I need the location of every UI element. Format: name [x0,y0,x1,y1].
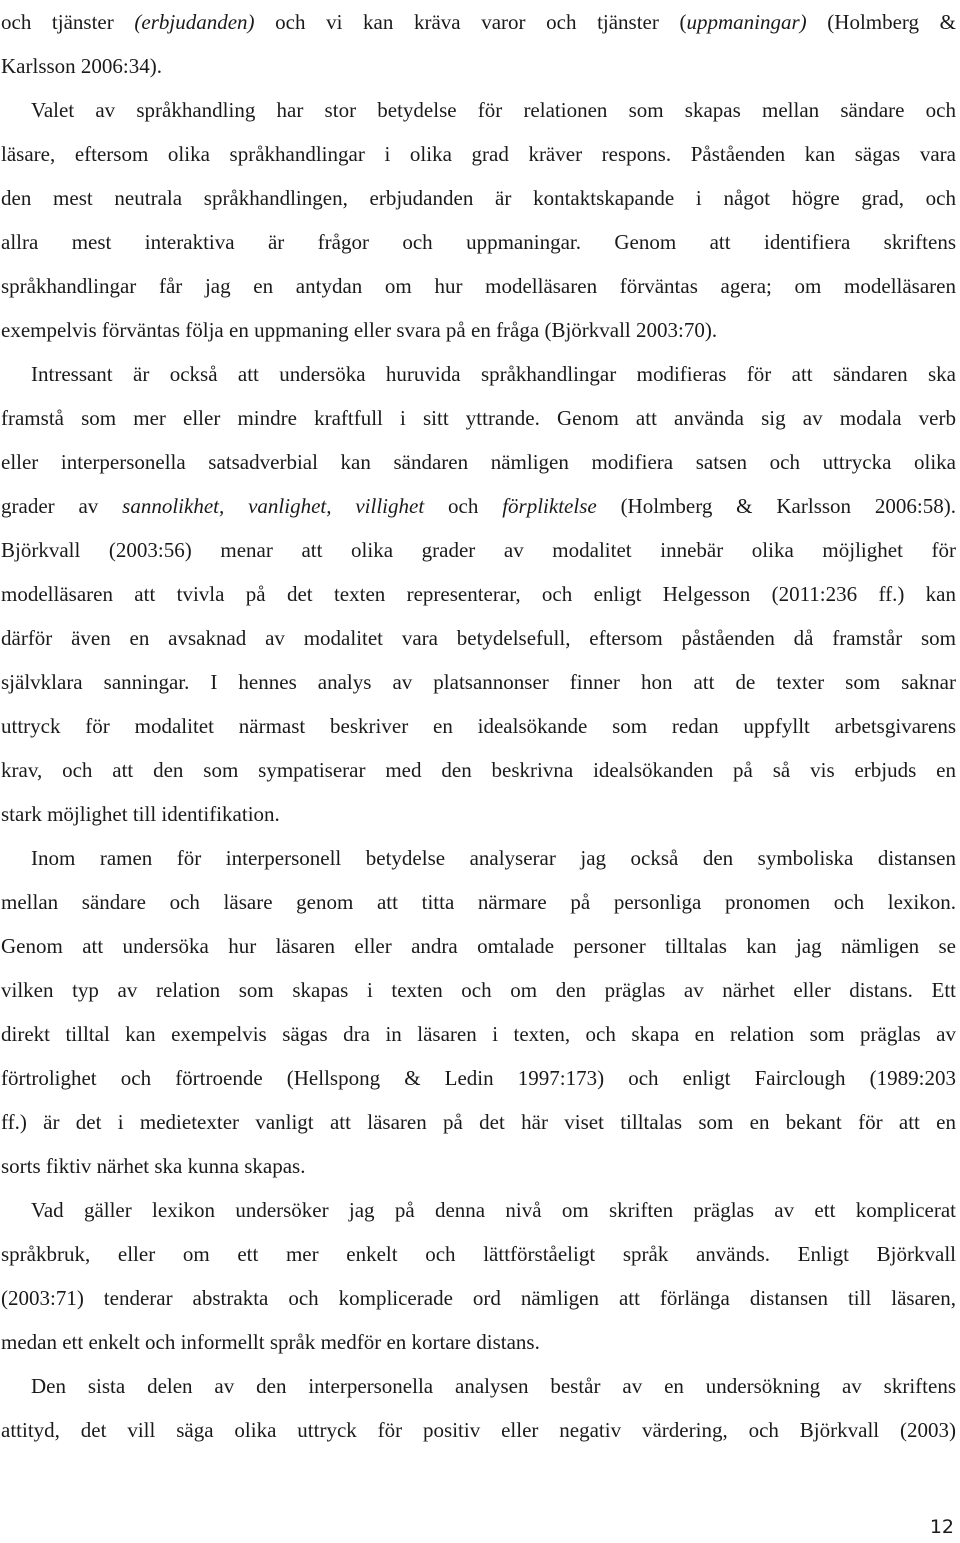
text-line [1,660,956,704]
text-segment: vilken typ av relation som skapas i texten och om den präglas av närhet eller distans. Ett [1,978,956,1002]
text-segment: framstå som mer eller mindre kraftfull i sitt yttrande. Genom att använda sig av modala verb [1,406,956,430]
text-segment: eller interpersonella satsadverbial kan sändaren nämligen modifiera satsen och uttrycka olika [1,450,956,474]
text-segment: Genom att undersöka hur läsaren eller andra omtalade personer tilltalas kan jag nämligen se [1,934,956,958]
text-segment: stark möjlighet till identifikation. [1,802,280,826]
text-segment: förtrolighet och förtroende (Hellspong & Ledin 1997:173) och enligt Fairclough (1989:203 [1,1066,956,1090]
text-segment: Karlsson 2006:34). [1,54,162,78]
text-line [1,1276,956,1320]
text-segment: (Holmberg & Karlsson 2006:58). [596,494,956,518]
text-segment: läsare, eftersom olika språkhandlingar i olika grad kräver respons. Påståenden kan sägas vara [1,142,956,166]
text-line [1,484,956,528]
text-line [1,1188,956,1232]
text-segment: sorts fiktiv närhet ska kunna skapas. [1,1154,306,1178]
text-line [1,1408,956,1452]
text-segment: och vi kan kräva varor och tjänster ( [254,10,687,34]
text-line [1,748,956,792]
text-segment: språkbruk, eller om ett mer enkelt och lättförståeligt språk används. Enligt Björkvall [1,1242,956,1266]
text-segment: och tjänster [1,10,135,34]
text-segment: självklara sanningar. I hennes analys av platsannonser finner hon att de texter som saknar [1,670,956,694]
text-segment: och [424,494,503,518]
text-line [1,1056,956,1100]
text-segment: språkhandlingar får jag en antydan om hur modelläsaren förväntas agera; om modelläsaren [1,274,956,298]
text-line [1,220,956,264]
text-line [1,44,956,88]
text-line [1,0,956,44]
text-line [1,1320,956,1364]
text-line [1,440,956,484]
text-line [1,836,956,880]
text-line [1,968,956,1012]
italic-term: (erbjudanden) [134,10,255,34]
text-segment: allra mest interaktiva är frågor och uppmaningar. Genom att identifiera skriftens [1,230,956,254]
text-line [1,1100,956,1144]
text-segment: grader av [1,494,123,518]
text-line [1,572,956,616]
text-line [1,88,956,132]
text-segment: Vad gäller lexikon undersöker jag på denna nivå om skriften präglas av ett komplicerat [31,1198,956,1222]
text-line [1,528,956,572]
text-segment: (2003:71) tenderar abstrakta och komplicerade ord nämligen att förlänga distansen till läsaren, [1,1286,956,1310]
text-line [1,616,956,660]
page-number: 12 [929,1516,954,1538]
text-segment: krav, och att den som sympatiserar med den beskrivna idealsökanden på så vis erbjuds en [1,758,956,782]
text-line [1,1232,956,1276]
text-segment: medan ett enkelt och informellt språk medför en kortare distans. [1,1330,540,1354]
text-segment: modelläsaren att tvivla på det texten representerar, och enligt Helgesson (2011:236 ff.) kan [1,582,956,606]
text-line [1,792,956,836]
text-line [1,1144,956,1188]
text-line [1,176,956,220]
text-line [1,880,956,924]
text-line [1,264,956,308]
text-line [1,132,956,176]
text-segment: attityd, det vill säga olika uttryck för positiv eller negativ värdering, och Björkvall (2003) [1,1418,956,1442]
text-segment: uttryck för modalitet närmast beskriver en idealsökande som redan uppfyllt arbetsgivarens [1,714,956,738]
text-segment: (Holmberg & [806,10,957,34]
text-segment: Björkvall (2003:56) menar att olika grader av modalitet innebär olika möjlighet för [1,538,956,562]
text-line [1,1012,956,1056]
text-segment: Intressant är också att undersöka huruvida språkhandlingar modifieras för att sändaren ska [31,362,956,386]
body-text [1,0,956,1452]
text-segment: exempelvis förväntas följa en uppmaning eller svara på en fråga (Björkvall 2003:70). [1,318,718,342]
italic-term: uppmaningar) [686,10,807,34]
text-segment: Inom ramen för interpersonell betydelse analyserar jag också den symboliska distansen [31,846,956,870]
text-line [1,396,956,440]
text-segment: ff.) är det i medietexter vanligt att läsaren på det här viset tilltalas som en bekant för att en [1,1110,956,1134]
text-segment: därför även en avsaknad av modalitet vara betydelsefull, eftersom påståenden då framstår som [1,626,956,650]
text-line [1,352,956,396]
text-segment: den mest neutrala språkhandlingen, erbjudanden är kontaktskapande i något högre grad, och [1,186,956,210]
italic-term: förpliktelse [502,494,597,518]
text-line [1,1364,956,1408]
text-line [1,704,956,748]
italic-term: sannolikhet, vanlighet, villighet [122,494,425,518]
text-segment: mellan sändare och läsare genom att titta närmare på personliga pronomen och lexikon. [1,890,956,914]
text-segment: Valet av språkhandling har stor betydelse för relationen som skapas mellan sändare och [31,98,956,122]
text-segment: Den sista delen av den interpersonella analysen består av en undersökning av skriftens [31,1374,956,1398]
text-line [1,924,956,968]
text-segment: direkt tilltal kan exempelvis sägas dra in läsaren i texten, och skapa en relation som präglas av [1,1022,956,1046]
text-line [1,308,956,352]
